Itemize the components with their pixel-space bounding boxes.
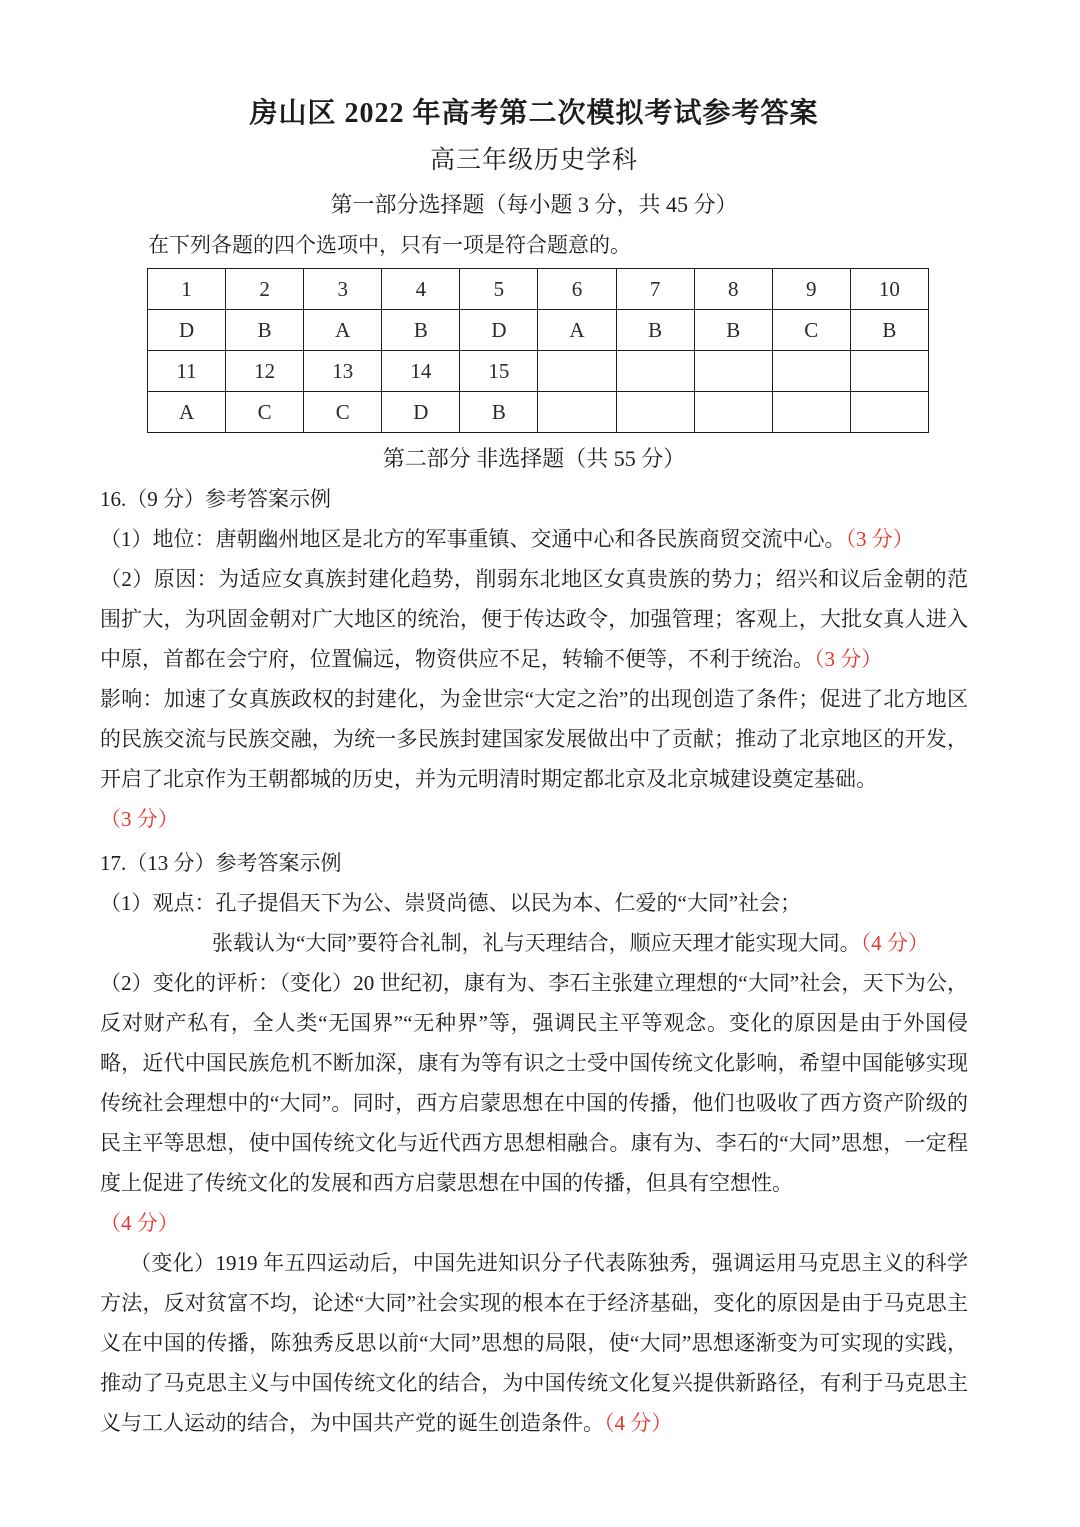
page-title: 房山区 2022 年高考第二次模拟考试参考答案 bbox=[249, 98, 819, 129]
q16-score-line: （3 分） bbox=[100, 807, 179, 831]
answer-cell: 5 bbox=[460, 269, 538, 310]
answer-cell: 4 bbox=[382, 269, 460, 310]
answer-text: 影响：加速了女真族政权的封建化，为金世宗“大定之治”的出现创造了条件；促进了北方地区的民族交流与民族交融，为统一多民族封建国家发展做出中了贡献；推动了北京地区的开发，开启了北京作为王朝都城的历史，并为元明清时期定都北京及北京城建设奠定基础。 bbox=[100, 687, 968, 791]
answer-cell bbox=[772, 351, 850, 392]
answer-text: 张载认为“大同”要符合礼制，礼与天理结合，顺应天理才能实现大同。 bbox=[212, 931, 861, 955]
answer-text: （2）原因：为适应女真族封建化趋势，削弱东北地区女真贵族的势力；绍兴和议后金朝的范围扩大，为巩固金朝对广大地区的统治，便于传达政令，加强管理；客观上，大批女真人进入中原，首都在会宁府，位置偏远，物资供应不足，转输不便等，不利于统治。 bbox=[100, 567, 968, 671]
part2-heading: 第二部分 非选择题（共 55 分） bbox=[382, 446, 686, 471]
answer-cell: 15 bbox=[460, 351, 538, 392]
answer-cell: 2 bbox=[226, 269, 304, 310]
q17-score-line: （4 分） bbox=[100, 1211, 179, 1235]
q16-answer-3 bbox=[100, 679, 968, 799]
answer-cell: C bbox=[772, 310, 850, 351]
score-mark: （3 分） bbox=[814, 647, 883, 671]
score-mark: （3 分） bbox=[845, 527, 914, 551]
answer-cell: A bbox=[304, 310, 382, 351]
answer-cell bbox=[616, 351, 694, 392]
answer-cell: B bbox=[694, 310, 772, 351]
answer-cell: B bbox=[382, 310, 460, 351]
answer-cell: 11 bbox=[148, 351, 226, 392]
answer-cell: A bbox=[148, 392, 226, 433]
answer-cell: 13 bbox=[304, 351, 382, 392]
answer-cell: B bbox=[226, 310, 304, 351]
answer-cell: B bbox=[850, 310, 928, 351]
table-row bbox=[148, 351, 929, 392]
table-row bbox=[148, 269, 929, 310]
answer-cell: A bbox=[538, 310, 616, 351]
answer-cell: D bbox=[382, 392, 460, 433]
answer-cell bbox=[694, 392, 772, 433]
answer-cell bbox=[616, 392, 694, 433]
answer-cell: 10 bbox=[850, 269, 928, 310]
q17-answer-1 bbox=[100, 883, 968, 923]
table-row bbox=[148, 392, 929, 433]
answer-cell: 14 bbox=[382, 351, 460, 392]
answer-text: （1）地位：唐朝幽州地区是北方的军事重镇、交通中心和各民族商贸交流中心。 bbox=[100, 527, 846, 551]
question-16-block bbox=[100, 479, 968, 839]
q17-header: 17.（13 分）参考答案示例 bbox=[100, 851, 342, 875]
answer-text: （变化）1919 年五四运动后，中国先进知识分子代表陈独秀，强调运用马克思主义的科学方法，反对贫富不均，论述“大同”社会实现的根本在于经济基础，变化的原因是由于马克思主义在中国的传播，陈独秀反思以前“大同”思想的局限，使“大同”思想逐渐变为可实现的实践，推动了马克思主义与中国传统文化的结合，为中国传统文化复兴提供新路径，有利于马克思主义与工人运动的结合，为中国共产党的诞生创造条件。 bbox=[100, 1251, 968, 1435]
answer-cell bbox=[772, 392, 850, 433]
answer-text: （1）观点：孔子提倡天下为公、崇贤尚德、以民为本、仁爱的“大同”社会； bbox=[100, 891, 802, 915]
answer-table bbox=[147, 268, 929, 433]
answer-cell: D bbox=[148, 310, 226, 351]
answer-cell bbox=[694, 351, 772, 392]
q17-answer-1b bbox=[100, 923, 968, 963]
answer-cell: 1 bbox=[148, 269, 226, 310]
answer-cell bbox=[538, 392, 616, 433]
answer-text: （2）变化的评析：（变化）20 世纪初，康有为、李石主张建立理想的“大同”社会，天下为公，反对财产私有，全人类“无国界”“无种界”等，强调民主平等观念。变化的原因是由于外国侵略，近代中国民族危机不断加深，康有为等有识之士受中国传统文化影响，希望中国能够实现传统社会理想中的“大同”。同时，西方启蒙思想在中国的传播，他们也吸收了西方资产阶级的民主平等思想，使中国传统文化与近代西方思想相融合。康有为、李石的“大同”思想，一定程度上促进了传统文化的发展和西方启蒙思想在中国的传播，但具有空想性。 bbox=[100, 971, 968, 1195]
answer-cell: C bbox=[226, 392, 304, 433]
answer-table-body bbox=[148, 269, 929, 433]
q16-header: 16.（9 分）参考答案示例 bbox=[100, 487, 331, 511]
q16-answer-2 bbox=[100, 559, 968, 679]
q17-answer-2 bbox=[100, 963, 968, 1203]
part1-heading: 第一部分选择题（每小题 3 分，共 45 分） bbox=[330, 192, 738, 217]
answer-cell: C bbox=[304, 392, 382, 433]
page-subtitle: 高三年级历史学科 bbox=[429, 147, 638, 174]
answer-cell: 9 bbox=[772, 269, 850, 310]
answer-cell: 3 bbox=[304, 269, 382, 310]
answer-cell: 6 bbox=[538, 269, 616, 310]
table-row bbox=[148, 310, 929, 351]
score-mark: （4 分） bbox=[860, 931, 929, 955]
answer-cell: 7 bbox=[616, 269, 694, 310]
answer-cell: B bbox=[616, 310, 694, 351]
answer-cell: D bbox=[460, 310, 538, 351]
instruction-text: 在下列各题的四个选项中，只有一项是符合题意的。 bbox=[148, 233, 631, 257]
q17-answer-3 bbox=[100, 1243, 968, 1443]
answer-cell: B bbox=[460, 392, 538, 433]
answer-cell bbox=[850, 392, 928, 433]
question-17-block bbox=[100, 843, 968, 1443]
q16-answer-1 bbox=[100, 519, 968, 559]
answer-cell bbox=[538, 351, 616, 392]
answer-cell: 12 bbox=[226, 351, 304, 392]
score-mark: （4 分） bbox=[604, 1411, 673, 1435]
answer-cell: 8 bbox=[694, 269, 772, 310]
answer-cell bbox=[850, 351, 928, 392]
